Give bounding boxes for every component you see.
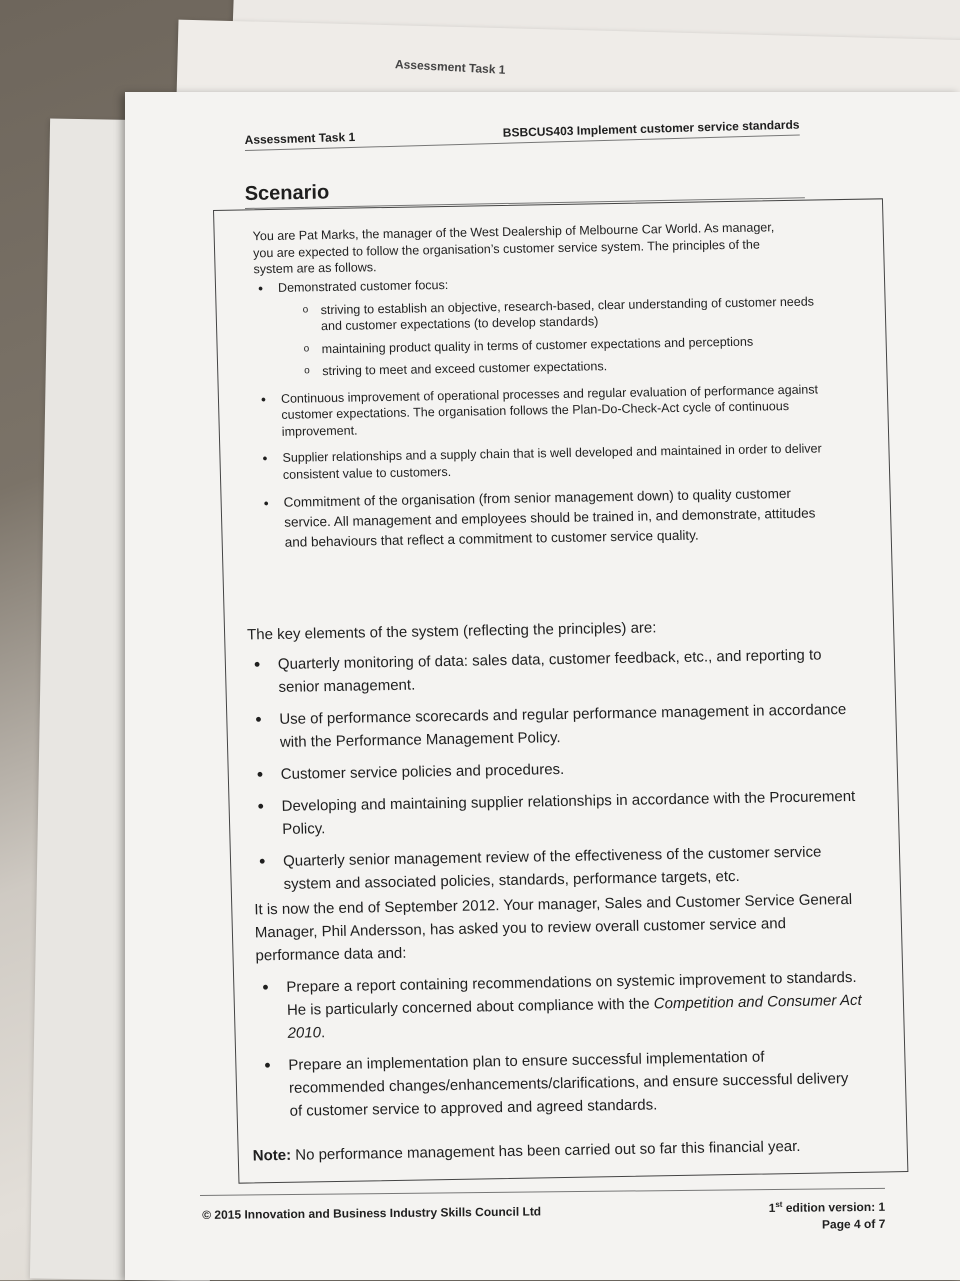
intro-paragraph: You are Pat Marks, the manager of the West Dealership of Melbourne Car World. As manager, you are expected to follow the organisation’s customer service system. The principles of the system are as follows. — [252, 220, 775, 277]
header-task-label: Assessment Task 1 — [244, 129, 356, 148]
key-elements-intro: The key elements of the system (reflecting the principles) are: — [246, 619, 657, 644]
list-item: • Use of performance scorecards and regular performance management in accordance with the Performance Management Policy. — [255, 698, 866, 755]
task-text-end: . — [320, 1024, 326, 1042]
task-text: Prepare a report containing recommendations on systemic improvement to standards. He is particularly concerned about compliance with the — [286, 968, 857, 1019]
page-footer — [200, 1188, 885, 1241]
note-text: No performance management has been carried out so far this financial year. — [290, 1137, 801, 1164]
sub-list-item: o maintaining product quality in terms of customer expectations and perceptions — [303, 332, 819, 358]
list-item: • Quarterly monitoring of data: sales data, customer feedback, etc., and reporting to senior management. — [254, 643, 865, 700]
list-item: • Commitment of the organisation (from senior management down) to quality customer service. All management and employees should be trained in, and demonstrate, attitudes and behaviours that reflect a commitment to customer service quality. — [263, 483, 824, 553]
edition-label: edition version: 1 — [782, 1199, 886, 1215]
edition-suffix: st — [775, 1199, 783, 1209]
principles-list — [258, 270, 825, 563]
list-item — [264, 1044, 866, 1123]
list-item — [262, 966, 864, 1045]
closing-paragraph: It is now the end of September 2012. Your manager, Sales and Customer Service General Manager, Phil Andersson, has asked you to review overall customer service and performance data and: — [254, 890, 853, 965]
page-number: Page 4 of 7 — [821, 1216, 886, 1232]
sub-list-item: o striving to establish an objective, research-based, clear understanding of customer needs and customer expectations (to develop standards) — [302, 293, 819, 335]
header-unit-title: BSBCUS403 Implement customer service standards — [502, 117, 800, 140]
note-paragraph — [252, 1133, 903, 1167]
document-page — [125, 92, 960, 1280]
list-item: • Developing and maintaining supplier relationships in accordance with the Procurement Policy. — [257, 785, 868, 842]
page-header — [244, 117, 799, 151]
note-label: Note: — [252, 1146, 292, 1165]
sub-list — [278, 293, 820, 380]
list-item: • Quarterly senior management review of the effectiveness of the customer service system and associated policies, standards, performance targets, etc. — [259, 840, 870, 897]
list-item — [258, 270, 821, 380]
task-text: Prepare an implementation plan to ensure successful implementation of recommended changes/enhancements/clarifications, and ensure successful delivery of customer service to approved and agreed standards. — [288, 1048, 849, 1120]
list-item: • Customer service policies and procedures. — [256, 753, 867, 787]
principle-text: Demonstrated customer focus: — [277, 277, 449, 295]
copyright-text: © 2015 Innovation and Business Industry Skills Council Ltd — [202, 1204, 542, 1222]
key-elements-list — [254, 643, 871, 906]
list-item: • Supplier relationships and a supply chain that is well developed and maintained in order to deliver consistent value to customers. — [262, 440, 823, 483]
tasks-list — [262, 966, 866, 1132]
list-item: • Continuous improvement of operational processes and regular evaluation of performance against customer expectations. The organisation follows the Plan-Do-Check-Act cycle of continuous improvement. — [261, 381, 822, 440]
scenario-heading: Scenario — [244, 181, 330, 206]
sub-list-item: o striving to meet and exceed customer expectations. — [304, 354, 820, 380]
background-sheet-title: Assessment Task 1 — [394, 57, 506, 77]
scenario-box — [213, 198, 908, 1183]
edition-info — [769, 1195, 886, 1234]
edition-number: 1 — [768, 1200, 776, 1216]
act-title: Competition and Consumer Act 2010 — [287, 991, 862, 1042]
